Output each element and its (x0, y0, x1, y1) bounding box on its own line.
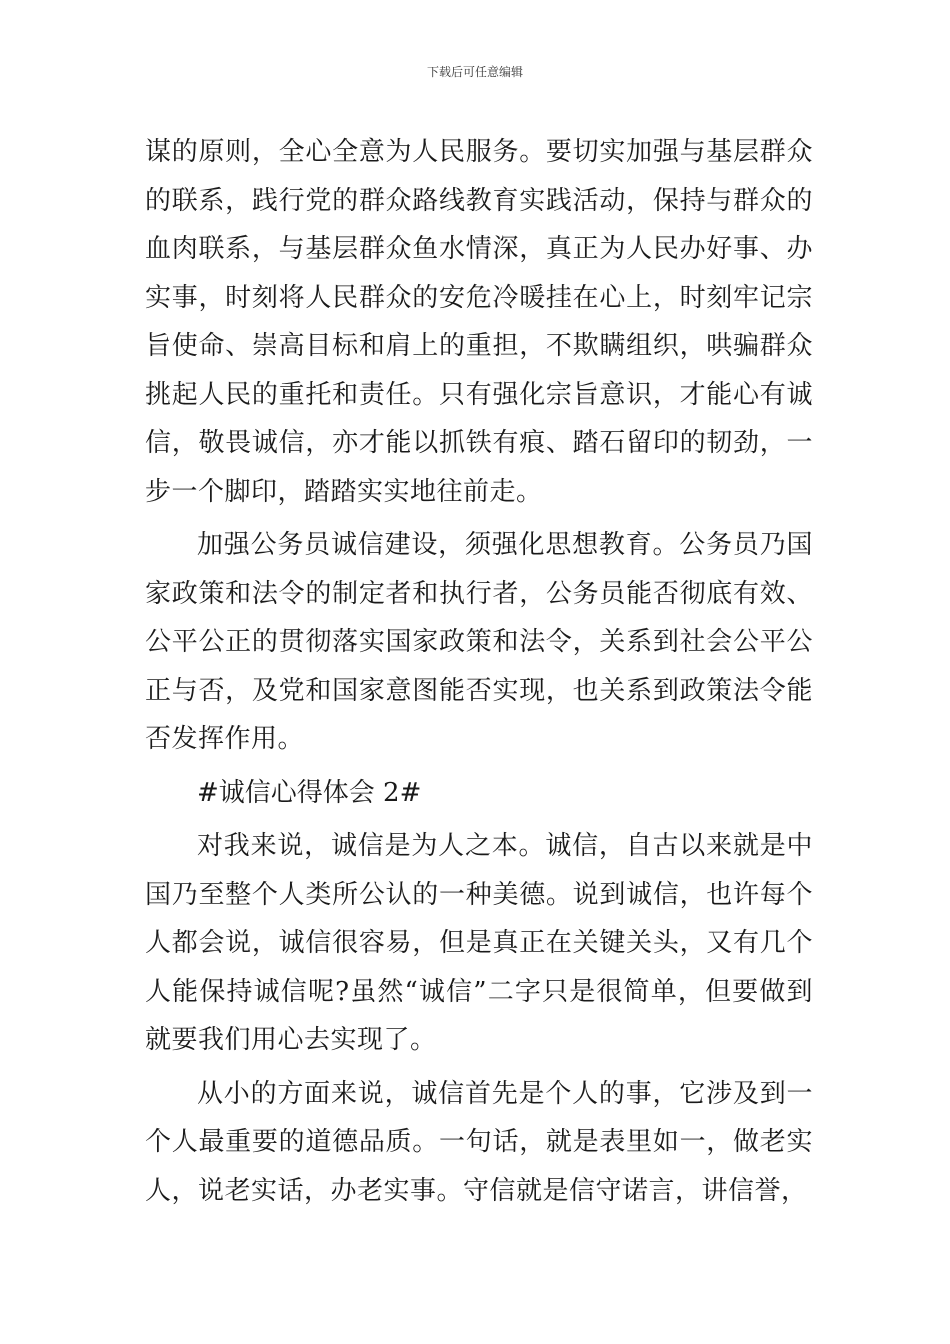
paragraph: 对我来说，诚信是为人之本。诚信，自古以来就是中国乃至整个人类所公认的一种美德。说到诚信，也许每个人都会说，诚信很容易，但是真正在关键关头，又有几个人能保持诚信呢?虽然“诚信”二字只是很简单，但要做到就要我们用心去实现了。 (145, 831, 813, 1055)
paragraph-continued: 谋的原则，全心全意为人民服务。要切实加强与基层群众的联系，践行党的群众路线教育实践活动，保持与群众的血肉联系，与基层群众鱼水情深，真正为人民办好事、办实事，时刻将人民群众的安危冷暖挂在心上，时刻牢记宗旨使命、崇高目标和肩上的重担，不欺瞒组织，哄骗群众挑起人民的重托和责任。只有强化宗旨意识，才能心有诚信，敬畏诚信，亦才能以抓铁有痕、踏石留印的韧劲，一步一个脚印，踏踏实实地往前走。 (145, 137, 813, 507)
section-heading: #诚信心得体会 2# (197, 777, 422, 808)
paragraph: 从小的方面来说，诚信首先是个人的事，它涉及到一个人最重要的道德品质。一句话，就是表里如一，做老实人，说老实话，办老实事。守信就是信守诺言，讲信誉， (145, 1078, 813, 1206)
page-header: 下载后可任意编辑 (426, 65, 523, 79)
paragraph: 加强公务员诚信建设，须强化思想教育。公务员乃国家政策和法令的制定者和执行者，公务员能否彻底有效、公平公正的贯彻落实国家政策和法令，关系到社会公平公正与否，及党和国家意图能否实现，也关系到政策法令能否发挥作用。 (145, 530, 813, 754)
document-body (145, 128, 813, 1215)
